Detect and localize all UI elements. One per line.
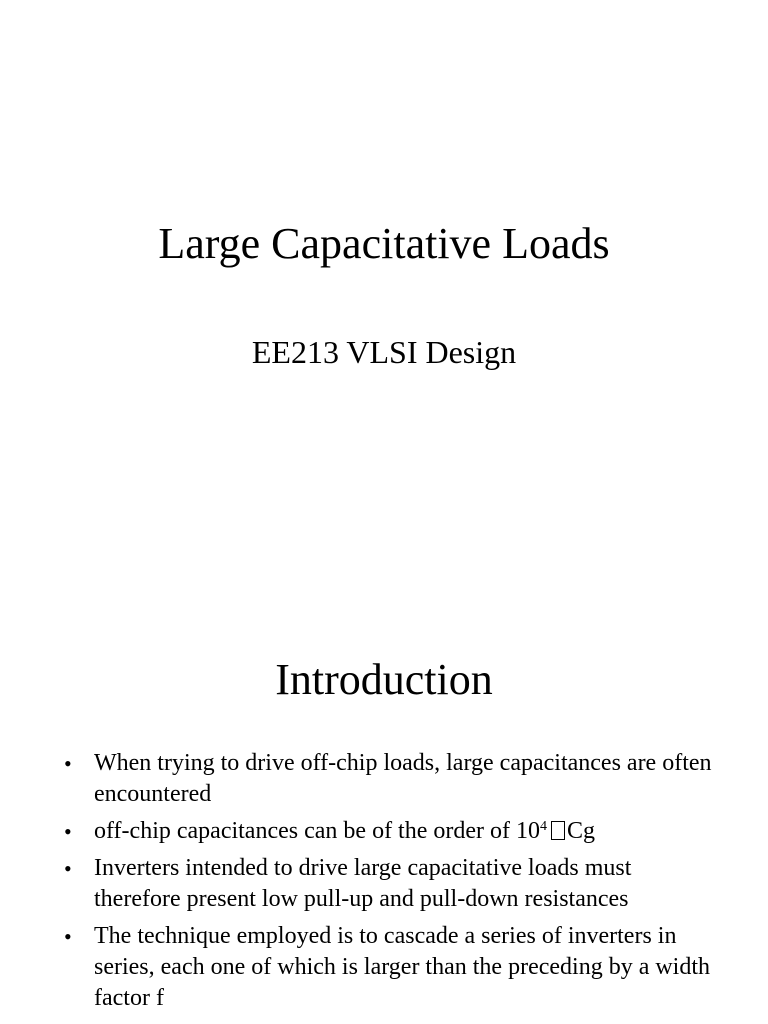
bullet-text: Inverters intended to drive large capacitative loads must therefore present low pull-up and pull-down resistances	[94, 855, 632, 912]
bullet-item	[64, 853, 714, 915]
slide-subtitle: EE213 VLSI Design	[251, 334, 517, 370]
bullet-list	[64, 748, 714, 1020]
bullet-item	[64, 748, 714, 810]
bullet-item	[64, 816, 714, 847]
bullet-text: The technique employed is to cascade a series of inverters in series, each one of which is larger than the preceding by a width factor f	[94, 923, 711, 1011]
bullet-text: off-chip capacitances can be of the order of 10	[94, 818, 541, 844]
slide-title: Large Capacitative Loads	[158, 219, 610, 268]
bullet-text: When trying to drive off-chip loads, large capacitances are often encountered	[94, 750, 712, 807]
bullet-icon: •	[64, 751, 72, 776]
exponent: 4	[540, 819, 548, 834]
bullet-icon: •	[64, 819, 72, 844]
bullet-icon: •	[64, 924, 72, 949]
missing-glyph-icon	[551, 821, 565, 840]
section-title: Introduction	[275, 655, 493, 704]
bullet-suffix: Cg	[567, 818, 596, 844]
bullet-item	[64, 921, 714, 1014]
bullet-icon: •	[64, 856, 72, 881]
